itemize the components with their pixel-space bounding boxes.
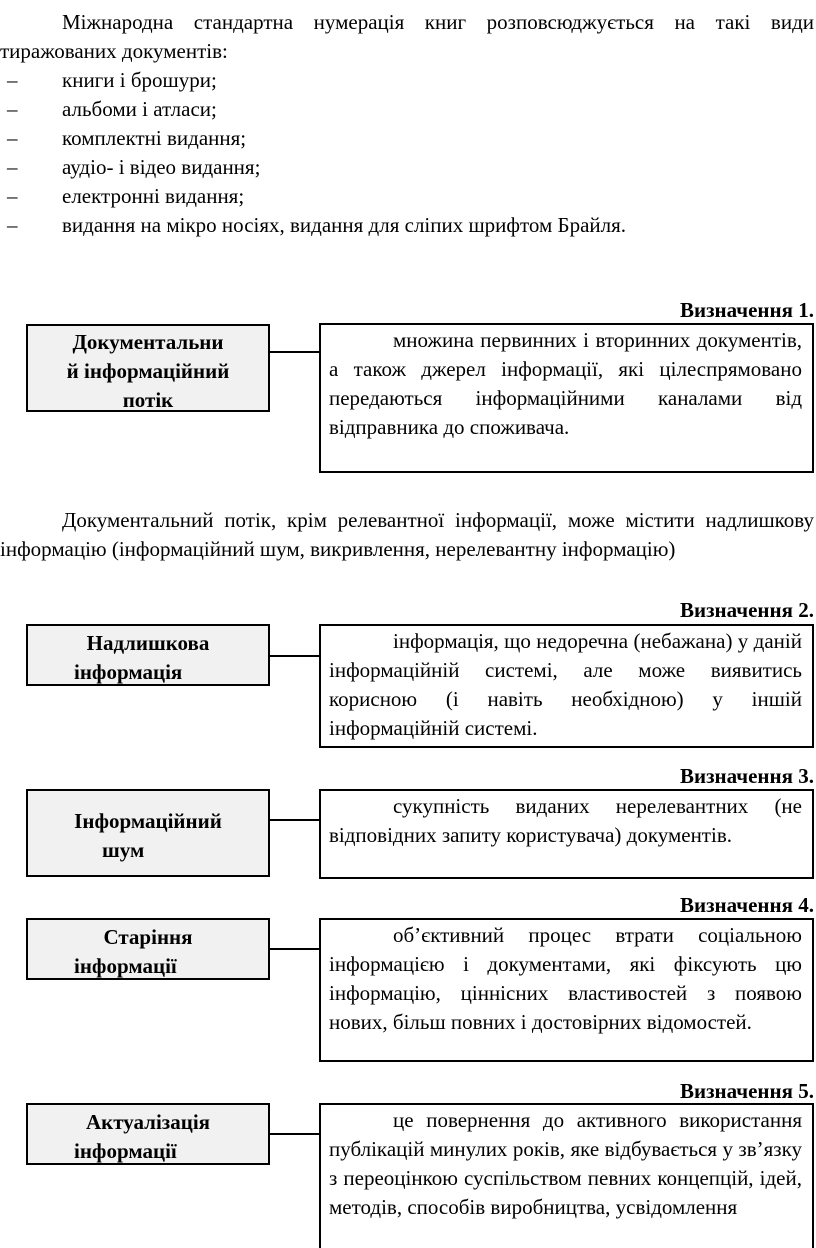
dash-bullet: – bbox=[7, 97, 18, 121]
definition-4-text-box: об’єктивний процес втрати соціальною інформацією і документами, які фіксують цю інформацію, ціннісних властивостей з появою нових, більш повних і достовірних відомостей. bbox=[319, 918, 814, 1062]
term-line: Надлишкова bbox=[86, 631, 210, 655]
dash-bullet: – bbox=[7, 184, 18, 208]
list-item bbox=[0, 182, 626, 211]
definition-3-text-box: сукупність виданих нерелевантних (не відповідних запиту користувача) документів. bbox=[319, 789, 814, 879]
term-line: Інформаційний bbox=[74, 809, 222, 833]
connector-line bbox=[270, 948, 319, 950]
connector-line bbox=[270, 351, 319, 353]
definition-5-text-box: це повернення до активного використання публікацій минулих років, яке відбувається у зв’язку з переоцінкою суспільством певних концепцій, ідей, методів, способів виробництва, усвідомлення bbox=[319, 1103, 814, 1248]
connector-line bbox=[270, 819, 319, 821]
list-item-text: видання на мікро носіях, видання для сліпих шрифтом Брайля. bbox=[62, 213, 627, 237]
definition-1-term-box bbox=[26, 324, 270, 412]
list-item-text: аудіо- і відео видання; bbox=[62, 155, 261, 179]
dash-bullet: – bbox=[7, 126, 18, 150]
definition-1-text-box: множина первинних і вторинних документів, а також джерел інформації, які цілеспрямовано передаються інформаційними каналами від відправника до споживача. bbox=[319, 323, 814, 473]
term-line: інформація bbox=[74, 660, 183, 684]
term-line: Актуалізація bbox=[85, 1110, 211, 1134]
term-line: інформації bbox=[74, 954, 177, 978]
definition-4-label: Визначення 4. bbox=[679, 893, 814, 917]
list-item-text: альбоми і атласи; bbox=[62, 97, 217, 121]
dash-bullet: – bbox=[7, 213, 18, 237]
term-line: потік bbox=[122, 388, 174, 412]
list-item-text: електронні видання; bbox=[62, 184, 245, 208]
definition-2-text-box: інформація, що недоречна (небажана) у даній інформаційній системі, але може виявитись корисною (і навіть необхідною) у іншій інформаційній системі. bbox=[319, 624, 814, 748]
list-item bbox=[0, 211, 626, 240]
definition-5-term-box bbox=[26, 1103, 270, 1165]
term-line: шум bbox=[102, 838, 145, 862]
definition-1-label: Визначення 1. bbox=[679, 298, 814, 322]
definition-2-term-box bbox=[26, 624, 270, 686]
list-item bbox=[0, 153, 626, 182]
dash-bullet: – bbox=[7, 155, 18, 179]
definition-3-label: Визначення 3. bbox=[679, 764, 814, 788]
definition-4-term-box bbox=[26, 918, 270, 980]
term-line: Документальни bbox=[72, 330, 224, 354]
definition-3-term-box bbox=[26, 789, 270, 877]
term-line: Старіння bbox=[103, 925, 193, 949]
list-item-text: комплектні видання; bbox=[62, 126, 247, 150]
intro-paragraph: Міжнародна стандартна нумерація книг розповсюджується на такі види тиражованих документів: bbox=[0, 10, 814, 63]
list-item bbox=[0, 124, 626, 153]
list-item bbox=[0, 95, 626, 124]
list-item-text: книги і брошури; bbox=[62, 68, 217, 92]
connector-line bbox=[270, 1133, 319, 1135]
dash-bullet: – bbox=[7, 68, 18, 92]
term-line: інформації bbox=[74, 1139, 177, 1163]
definition-5-label: Визначення 5. bbox=[679, 1079, 814, 1103]
list-item bbox=[0, 66, 626, 95]
connector-line bbox=[270, 655, 319, 657]
middle-paragraph: Документальний потік, крім релевантної інформації, може містити надлишкову інформацію (інформаційний шум, викривлення, нерелевантну інформацію) bbox=[0, 508, 814, 561]
term-line: й інформаційний bbox=[66, 359, 230, 383]
document-types-list bbox=[0, 66, 626, 240]
definition-2-label: Визначення 2. bbox=[679, 598, 814, 622]
